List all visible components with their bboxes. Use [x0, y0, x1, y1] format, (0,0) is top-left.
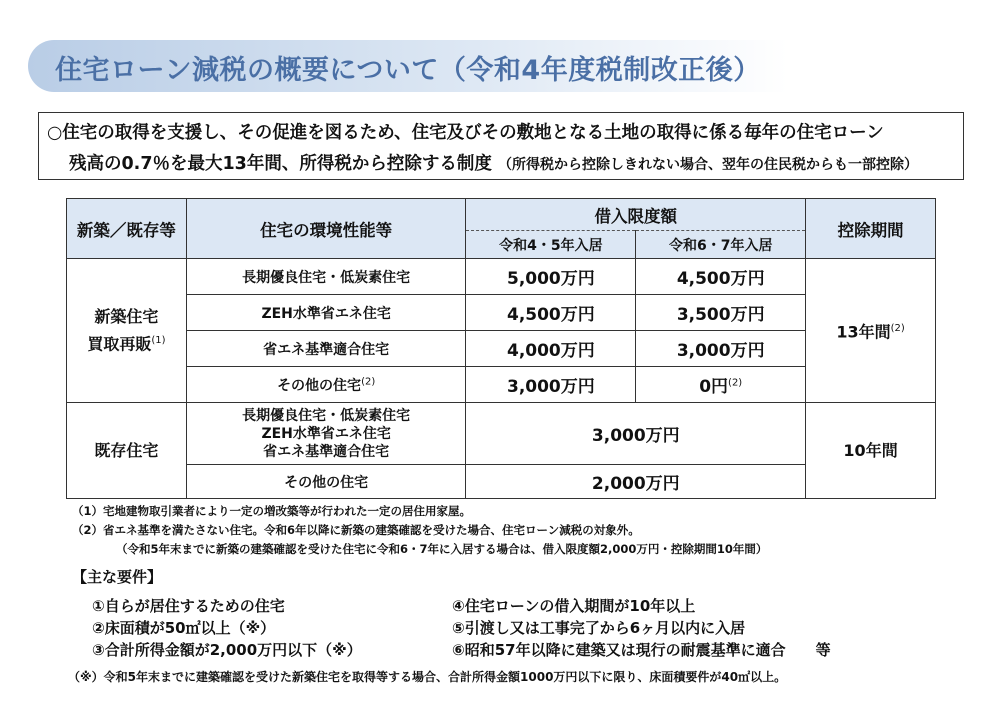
table-notes [72, 502, 767, 559]
existing-amount-2: 2,000万円 [466, 465, 806, 499]
requirements-heading: 【主な要件】 [72, 568, 163, 586]
requirement-item: ⑥昭和57年以降に建築又は現行の耐震基準に適合 等 [452, 641, 831, 659]
category-existing: 既存住宅 [67, 403, 187, 499]
summary-main: 残高の0.7％を最大13年間、所得税から控除する制度 [69, 154, 492, 174]
amount-r45: 4,000万円 [466, 331, 636, 367]
summary-line-1: ○住宅の取得を支援し、その促進を図るため、住宅及びその敷地となる土地の取得に係る毎年の住宅ローン [47, 123, 884, 143]
amount-r67-other [636, 367, 806, 403]
note-2: （2）省エネ基準を満たさない住宅。令和6年以降に新築の建築確認を受けた場合、住宅ローン減税の対象外。 [72, 523, 640, 537]
period-existing: 10年間 [806, 403, 936, 499]
header-limit-r67: 令和6・7年入居 [636, 231, 806, 259]
amount-r45: 4,500万円 [466, 295, 636, 331]
perf-cell-other [186, 367, 466, 403]
requirement-item: ②床面積が50㎡以上（※） [92, 619, 276, 637]
amount-r45: 5,000万円 [466, 259, 636, 295]
header-category: 新築／既存等 [67, 199, 187, 259]
header-limit-r45: 令和4・5年入居 [466, 231, 636, 259]
existing-perf-line: 長期優良住宅・低炭素住宅 [242, 407, 411, 424]
requirement-item: ①自らが居住するための住宅 [92, 597, 285, 615]
header-limit: 借入限度額 [466, 199, 806, 231]
category-new-sup: (1) [151, 334, 166, 346]
requirement-item: ④住宅ローンの借入期間が10年以上 [452, 597, 696, 615]
period-new-sup: (2) [890, 322, 905, 334]
note-3: （令和5年末までに新築の建築確認を受けた住宅に令和6・7年に入居する場合は、借入限度額2,000万円・控除期間10年間） [116, 542, 768, 556]
period-new [806, 259, 936, 403]
perf-cell: 長期優良住宅・低炭素住宅 [186, 259, 466, 295]
summary-line-2 [69, 150, 918, 175]
amount-r45: 3,000万円 [466, 367, 636, 403]
existing-perf-line: 省エネ基準適合住宅 [263, 443, 390, 460]
existing-perf-stack [186, 403, 466, 465]
existing-perf-other: その他の住宅 [186, 465, 466, 499]
amount-r67: 3,500万円 [636, 295, 806, 331]
perf-cell: ZEH水準省エネ住宅 [186, 295, 466, 331]
header-period: 控除期間 [806, 199, 936, 259]
perf-other-sup: (2) [361, 375, 376, 387]
category-new [67, 259, 187, 403]
page-title: 住宅ローン減税の概要について（令和4年度税制改正後） [55, 55, 761, 86]
header-performance: 住宅の環境性能等 [186, 199, 466, 259]
category-new-line2: 買取再販 [87, 334, 152, 354]
amount-r67-other-sup: (2) [728, 377, 743, 389]
category-new-line1: 新築住宅 [94, 306, 159, 326]
amount-r67-other-value: 0円 [699, 377, 729, 397]
footnote: （※）令和5年末までに建築確認を受けた新築住宅を取得等する場合、合計所得金額1000万円以下に限り、床面積要件が40㎡以上。 [68, 670, 787, 684]
summary-note: （所得税から控除しきれない場合、翌年の住民税からも一部控除） [497, 157, 918, 173]
summary-box [38, 112, 964, 180]
period-new-value: 13年間 [836, 322, 891, 342]
requirement-item: ③合計所得金額が2,000万円以下（※） [92, 641, 362, 659]
existing-perf-line: ZEH水準省エネ住宅 [261, 425, 391, 442]
perf-cell: 省エネ基準適合住宅 [186, 331, 466, 367]
loan-table [66, 198, 936, 499]
perf-other-label: その他の住宅 [277, 377, 362, 394]
requirement-item: ⑤引渡し又は工事完了から6ヶ月以内に入居 [452, 619, 746, 637]
amount-r67: 3,000万円 [636, 331, 806, 367]
amount-r67: 4,500万円 [636, 259, 806, 295]
existing-amount-1: 3,000万円 [466, 403, 806, 465]
note-1: （1）宅地建物取引業者により一定の増改築等が行われた一定の居住用家屋。 [72, 504, 471, 518]
